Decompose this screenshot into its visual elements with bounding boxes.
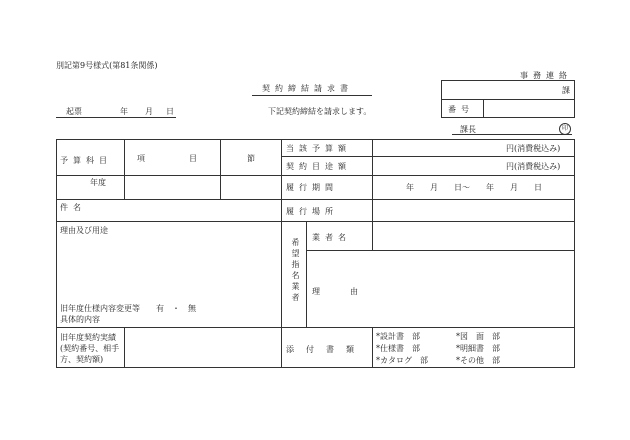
attachment-spec: *仕様書 部 [376,344,420,353]
attachment-statement: *明細書 部 [456,344,500,353]
office-box-title: 事務連絡 [520,71,572,80]
office-number-label: 番号 [448,105,474,114]
seal-stamp: 印 [559,123,571,135]
performance-period-value[interactable]: 年 月 日～ 年 月 日 [406,183,542,192]
past-record-line3: 方、契約額) [60,355,104,364]
date-month: 月 [145,107,153,116]
document-title: 契約締結請求書 [262,84,353,93]
office-section-label: 課 [562,86,570,95]
past-record-line2: (契約番号、相手 [60,344,120,353]
setsu-label: 節 [247,154,255,163]
contract-estimate-value[interactable]: 円(消費税込み) [506,162,561,171]
reason-usage-label: 理由及び用途 [60,226,108,235]
budget-subject-label: 予算科目 [60,156,112,165]
vendor-name-label: 業者名 [312,233,351,242]
subject-label: 件名 [60,203,86,212]
date-year: 年 [120,107,128,116]
date-prefix: 起票 [66,107,82,116]
contract-estimate-label: 契約目途額 [286,162,351,171]
performance-place-label: 履行場所 [286,207,338,216]
budget-amount-label: 当該予算額 [286,144,351,153]
attachment-design: *設計書 部 [376,332,420,341]
chief-label: 課長 [460,125,476,134]
budget-amount-value[interactable]: 円(消費税込み) [506,144,561,153]
past-record-line1: 旧年度契約実績 [60,333,116,342]
spec-change-label: 旧年度仕様内容変更等 [60,304,140,313]
kou-label: 項 [137,154,145,163]
attachment-catalog: *カタログ 部 [376,356,428,365]
attachment-drawing: *図 面 部 [456,332,500,341]
date-day: 日 [166,107,174,116]
vendor-reason-label: 理由 [312,287,388,296]
request-text: 下記契約締結を請求します。 [268,107,372,116]
moku-label: 目 [189,154,197,163]
attachments-label: 添付書類 [286,345,366,354]
preferred-vendors-label: 希望指名業者 [291,238,300,304]
attachment-other: *その他 部 [456,356,500,365]
performance-period-label: 履行期間 [286,183,338,192]
form-number: 別記第9号様式(第81条関係) [56,61,158,70]
spec-change-options: 有 ・ 無 [156,304,196,313]
fiscal-year-label: 年度 [90,178,106,187]
detail-label: 具体的内容 [60,315,100,324]
